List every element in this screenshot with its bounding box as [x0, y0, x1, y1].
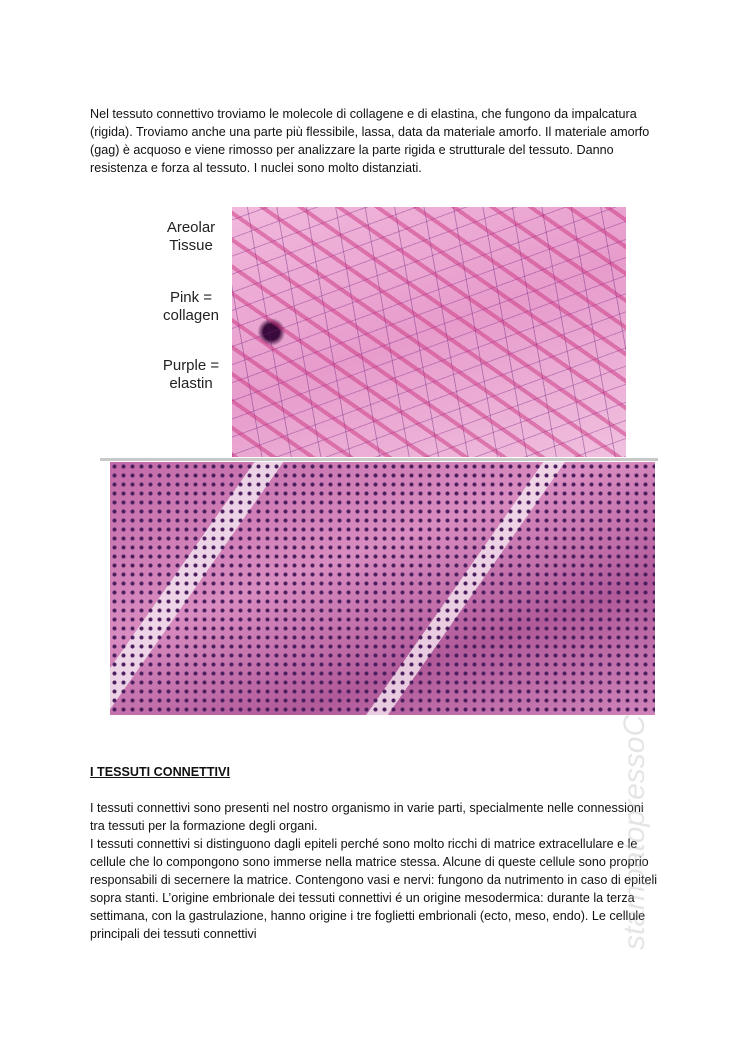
section-body — [90, 799, 660, 943]
section-heading: I TESSUTI CONNETTIVI — [90, 765, 230, 779]
section-paragraph: I tessuti connettivi si distinguono dagli epiteli perché sono molto ricchi di matrice extracellulare e le cellule che lo compongono sono immerse nella matrice stessa. Alcune di queste cellule sono proprio responsabili di secernere la matrice. Contengono vasi e nervi: fungono da nutrimento in caso di epiteli sopra stanti. L’origine embrionale dei tessuti connettivi é un origine mesodermica: durante la terza settimana, con la gastrulazione, hanno origine i tre foglietti embrionali (ecto, meso, endo). Le cellule principali dei tessuti connettivi — [90, 837, 658, 941]
label-areolar-tissue: Areolar Tissue — [166, 219, 216, 254]
figure-labels — [150, 207, 232, 457]
section-paragraph: I tessuti connettivi sono presenti nel nostro organismo in varie parti, specialmente nelle connessioni tra tessuti per la formazione degli organi. — [90, 801, 644, 833]
intro-paragraph: Nel tessuto connettivo troviamo le molecole di collagene e di elastina, che fungono da impalcatura (rigida). Troviamo anche una parte più flessibile, lassa, data da materiale amorfo. Il materiale amorfo (gag) è acquoso e viene rimosso per analizzare la parte rigida e strutturale del tessuto. Danno resistenza e forza al tessuto. I nuclei sono molto distanziati. — [90, 107, 650, 175]
connective-tissue-micrograph — [110, 462, 655, 715]
image-divider — [100, 458, 658, 461]
label-purple-elastin: Purple = elastin — [162, 357, 220, 392]
watermark: stampatopressoC — [618, 714, 651, 950]
label-pink-collagen: Pink = collagen — [163, 289, 219, 324]
areolar-tissue-figure — [150, 207, 626, 457]
areolar-tissue-micrograph — [232, 207, 626, 457]
